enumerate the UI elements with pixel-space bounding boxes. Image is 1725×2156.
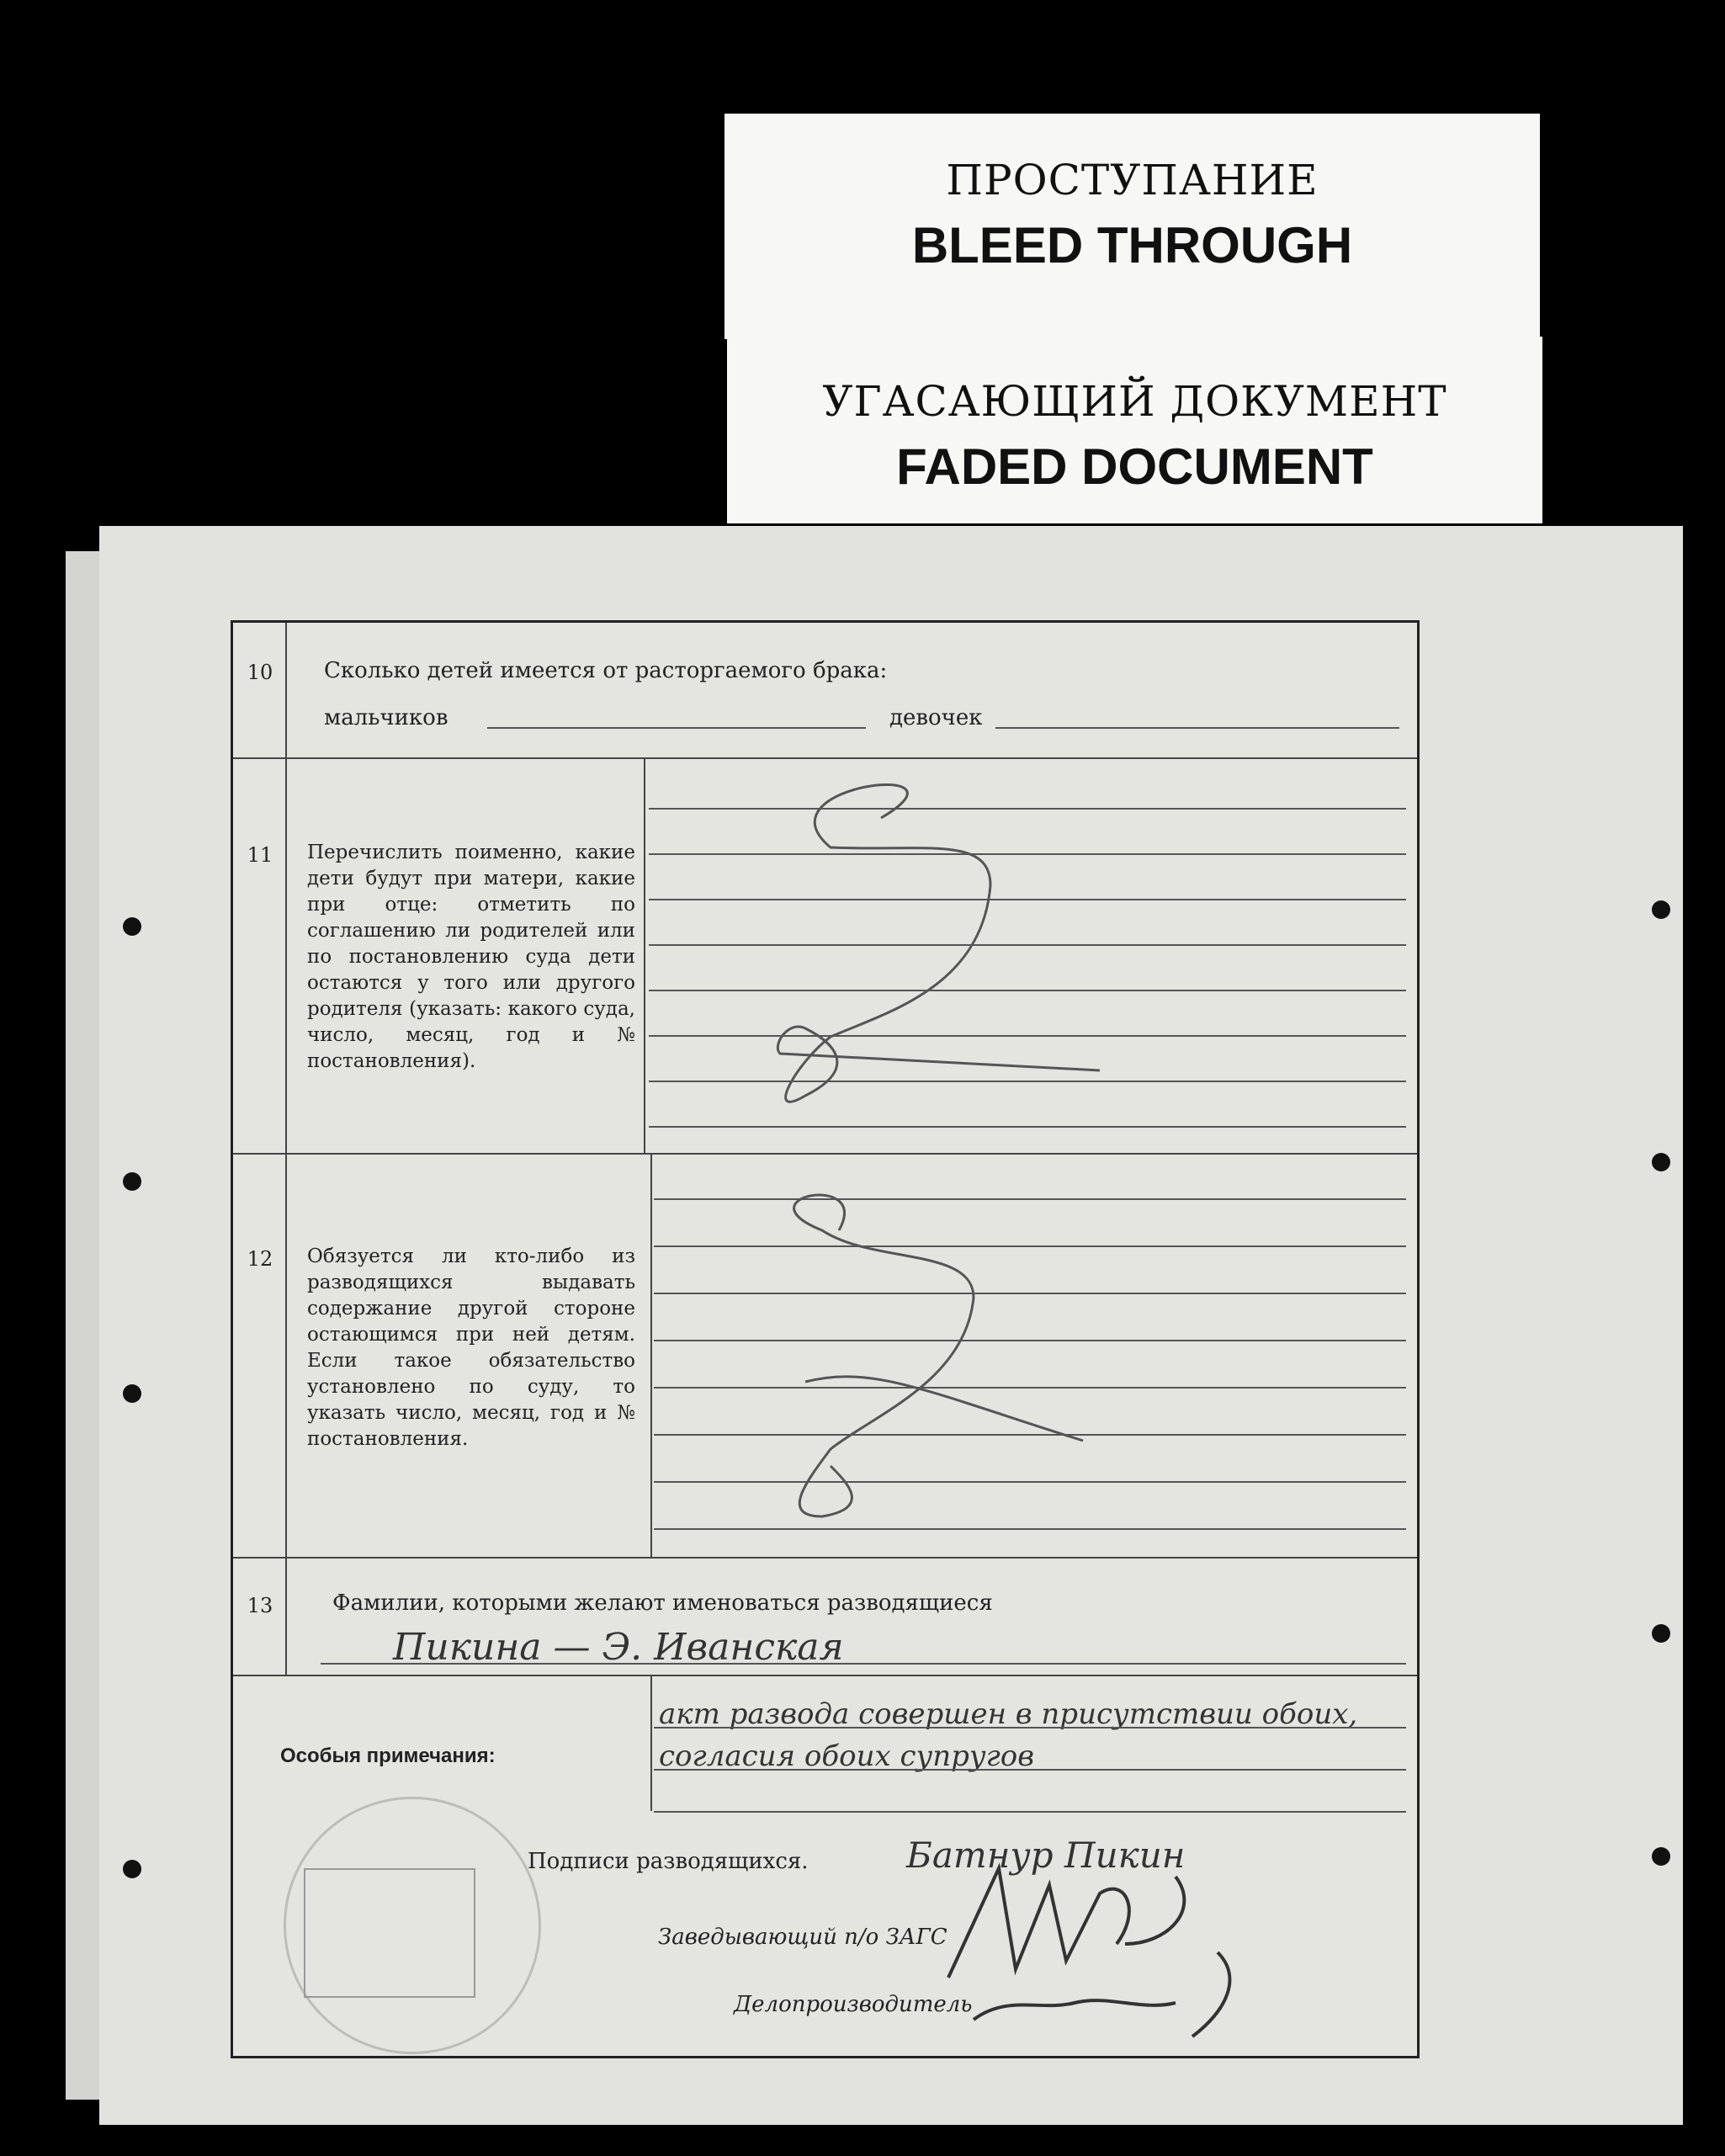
punch-hole-icon (123, 1172, 141, 1191)
official-signature (923, 1843, 1394, 2053)
punch-hole-icon (123, 1384, 141, 1403)
faded-document-target-card (727, 337, 1542, 523)
answer-line (654, 1727, 1406, 1729)
punch-hole-icon (123, 917, 141, 936)
question-11-row (233, 757, 1417, 1155)
punch-hole-icon (123, 1860, 141, 1878)
remarks-handwritten: акт развода совершен в присутствии обоих, согласия обоих супругов (659, 1697, 1358, 1773)
question-11-text: Перечислить поименно, какие дети будут при матери, какие при отце: отметить по соглашению ли родителей или по постановлению суда дети остаются у того или другого родителя (указать: какого суда, число, месяц, год и № постановления). (307, 842, 635, 1072)
punch-hole-icon (1652, 1153, 1670, 1171)
question-number: 10 (247, 661, 273, 684)
number-column-rule (285, 759, 287, 1155)
boys-fill-line (487, 727, 866, 729)
answer-line (654, 1811, 1406, 1813)
punch-hole-icon (1652, 1624, 1670, 1643)
head-registry-label: Заведывающий п/о ЗАГС (658, 1925, 947, 1950)
question-13-row (233, 1557, 1417, 1676)
question-number: 13 (247, 1594, 273, 1617)
question-13-text: Фамилии, которыми желают именоваться разводящиеся (332, 1590, 993, 1616)
remarks-label: Особыя примечания: (280, 1744, 496, 1767)
number-column-rule (285, 1155, 287, 1559)
surname-handwritten: Пикина — Э. Иванская (393, 1626, 844, 1669)
punch-hole-icon (1652, 1847, 1670, 1866)
girls-fill-line (995, 727, 1399, 729)
answer-column-rule (644, 759, 645, 1155)
strike-through-scribble (704, 1163, 1209, 1550)
bleed-through-en-label: BLEED THROUGH (911, 217, 1353, 273)
question-10-text: Сколько детей имеется от расторгаемого брака: (324, 658, 888, 683)
number-column-rule (285, 623, 287, 757)
question-number: 11 (247, 843, 273, 867)
girls-label: девочек (889, 705, 983, 730)
stamp-box (304, 1868, 475, 1998)
answer-column-rule (650, 1155, 652, 1559)
answer-line (321, 1663, 1406, 1665)
bleed-through-ru-label: ПРОСТУПАНИЕ (946, 156, 1319, 204)
question-12-row (233, 1153, 1417, 1559)
strike-through-scribble (704, 767, 1209, 1146)
divorce-record-form (231, 620, 1420, 2058)
answer-column-rule (650, 1676, 652, 1811)
question-number: 12 (247, 1247, 273, 1271)
number-column-rule (285, 1559, 287, 1676)
question-10-row (233, 623, 1417, 757)
bleed-through-target-card (724, 114, 1540, 339)
clerk-label: Делопроизводитель (734, 1992, 973, 2017)
signatures-label: Подписи разводящихся. (528, 1849, 809, 1874)
faded-document-en-label: FADED DOCUMENT (896, 438, 1373, 495)
signatures-handwritten: Батнур Пикин (906, 1835, 1186, 1876)
answer-line (654, 1769, 1406, 1771)
punch-hole-icon (1652, 900, 1670, 919)
question-12-text: Обязуется ли кто-либо из разводящихся выдавать содержание другой стороне остающимся при ней детям. Если такое обязательство установлено по суду, то указать число, месяц, год и № постановления. (307, 1245, 635, 1450)
faded-document-ru-label: УГАСАЮЩИЙ ДОКУМЕНТ (822, 377, 1447, 426)
boys-label: мальчиков (324, 705, 448, 730)
